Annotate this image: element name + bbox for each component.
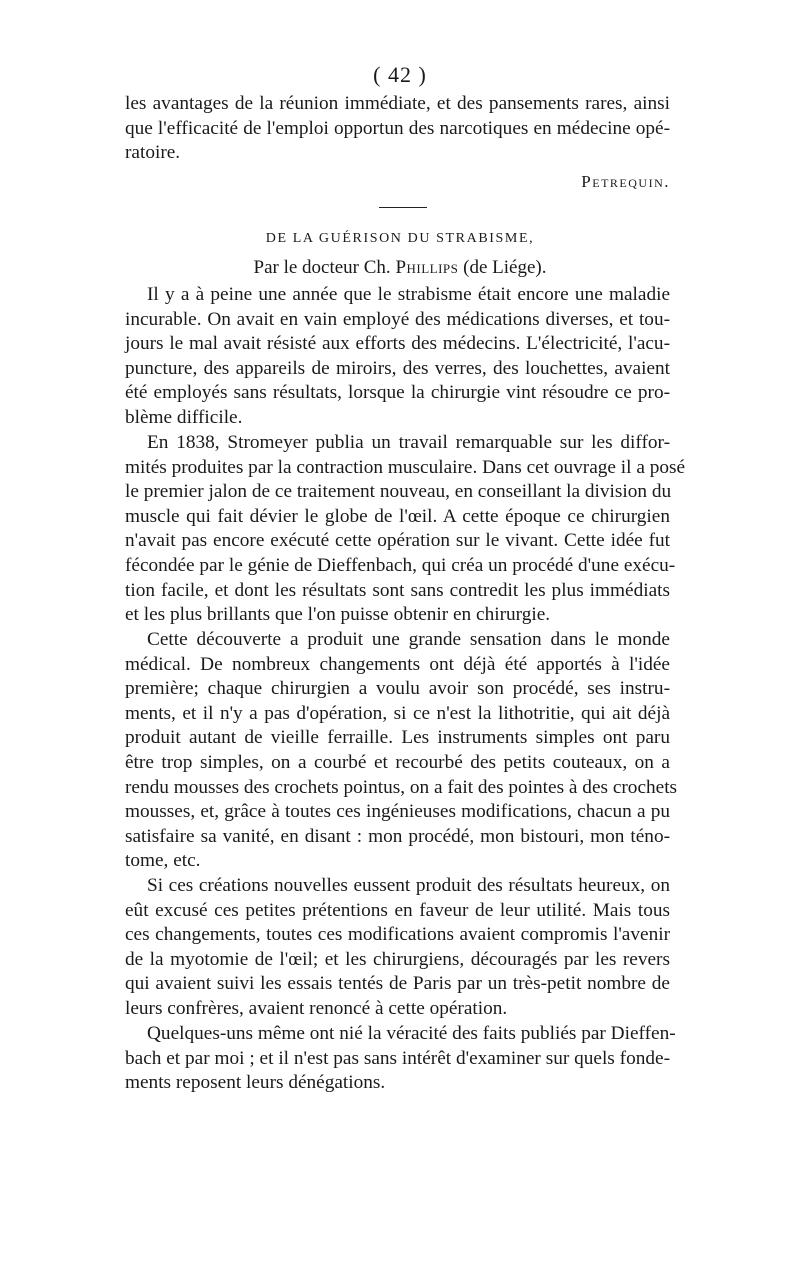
text-line: mités produites par la contraction musculaire. Dans cet ouvrage il a posé: [125, 456, 686, 478]
text-line: tion facile, et dont les résultats sont sans contredit les plus immédiats: [125, 579, 670, 601]
text-line: Quelques-uns même ont nié la véracité des faits publiés par Dieffen-: [147, 1023, 676, 1044]
section-divider: [379, 207, 427, 208]
text-line: qui avaient suivi les essais tentés de Paris par un très-petit nombre de: [125, 973, 670, 995]
text-line: fécondée par le génie de Dieffenbach, qui créa un procédé d'une exécu-: [125, 554, 676, 576]
text-line: En 1838, Stromeyer publia un travail remarquable sur les diffor-: [147, 432, 670, 453]
text-line: ces changements, toutes ces modifications avaient compromis l'avenir: [125, 924, 670, 946]
text-line: jours le mal avait résisté aux efforts des médecins. L'électricité, l'acu-: [125, 333, 670, 355]
text-line: et les plus brillants que l'on puisse obtenir en chirurgie.: [125, 604, 551, 626]
text-line: produit autant de vieille ferraille. Les instruments simples ont paru: [125, 727, 670, 749]
text-line: puncture, des appareils de miroirs, des verres, des louchettes, avaient: [125, 357, 670, 379]
text-line: de la myotomie de l'œil; et les chirurgiens, découragés par les revers: [125, 948, 670, 970]
byline-author: Phillips: [395, 257, 459, 278]
text-line: eût excusé ces petites prétentions en faveur de leur utilité. Mais tous: [125, 899, 670, 921]
article-byline: [0, 257, 800, 279]
paragraph-5: [125, 1022, 676, 1096]
paragraph-4: [125, 874, 670, 1022]
text-line: le premier jalon de ce traitement nouveau, en conseillant la division du: [125, 481, 672, 503]
text-line: Cette découverte a produit une grande sensation dans le monde: [147, 629, 670, 650]
byline-suffix: (de Liége).: [463, 257, 547, 278]
text-line: que l'efficacité de l'emploi opportun des narcotiques en médecine opé-: [125, 117, 670, 139]
paragraph-3: [125, 628, 678, 874]
paragraph-2: [125, 431, 686, 628]
text-line: ments, et il n'y a pas d'opération, si ce n'est la lithotritie, qui ait déjà: [125, 702, 670, 724]
text-line: leurs confrères, avaient renoncé à cette opération.: [125, 997, 508, 1019]
author-signature: Petrequin.: [581, 172, 670, 191]
text-line: être trop simples, on a courbé et recourbé des petits couteaux, on a: [125, 751, 670, 773]
text-line: Si ces créations nouvelles eussent produit des résultats heureux, on: [147, 875, 670, 896]
text-line: satisfaire sa vanité, en disant : mon procédé, mon bistouri, mon téno-: [125, 825, 670, 847]
text-line: blème difficile.: [125, 406, 243, 428]
text-line: mousses, et, grâce à toutes ces ingénieuses modifications, chacun a pu: [125, 801, 670, 823]
text-line: muscle qui fait dévier le globe de l'œil. A cette époque ce chirurgien: [125, 505, 670, 527]
text-line: première; chaque chirurgien a voulu avoir son procédé, ses instru-: [125, 678, 670, 700]
intro-paragraph: [125, 92, 670, 166]
paragraph-1: [125, 283, 670, 431]
text-line: ments reposent leurs dénégations.: [125, 1072, 386, 1094]
text-line: n'avait pas encore exécuté cette opération sur le vivant. Cette idée fut: [125, 530, 670, 552]
text-line: les avantages de la réunion immédiate, et des pansements rares, ainsi: [125, 93, 670, 114]
text-line: incurable. On avait en vain employé des médications diverses, et tou-: [125, 308, 670, 330]
text-line: ratoire.: [125, 142, 181, 164]
article-title: DE LA GUÉRISON DU STRABISME,: [265, 231, 535, 246]
text-line: médical. De nombreux changements ont déjà été apportés à l'idée: [125, 653, 670, 675]
page-number: ( 42 ): [373, 62, 427, 87]
text-line: été employés sans résultats, lorsque la chirurgie vint résoudre ce pro-: [125, 382, 670, 404]
text-line: tome, etc.: [125, 850, 201, 872]
text-line: rendu mousses des crochets pointus, on a fait des pointes à des crochets: [125, 776, 678, 798]
text-line: Il y a à peine une année que le strabisme était encore une maladie: [147, 284, 670, 305]
text-line: bach et par moi ; et il n'est pas sans intérêt d'examiner sur quels fonde-: [125, 1047, 670, 1069]
byline-prefix: Par le docteur Ch.: [253, 257, 391, 278]
